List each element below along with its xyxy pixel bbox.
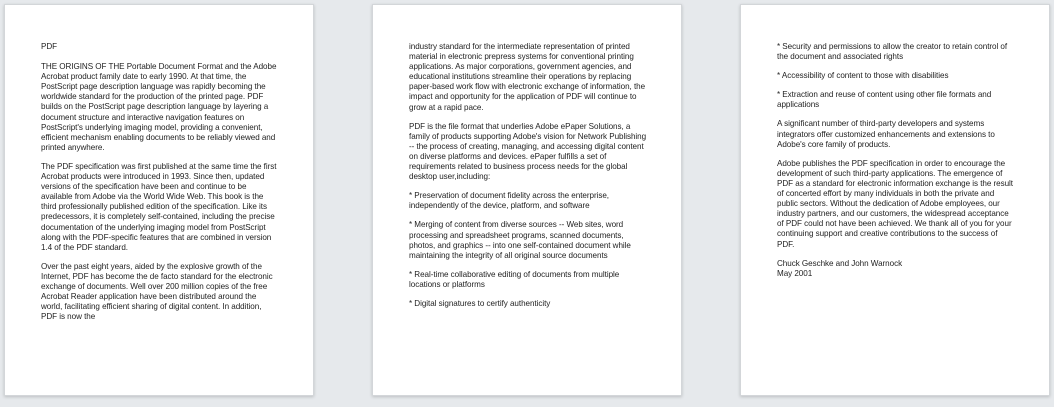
paragraph: THE ORIGINS OF THE Portable Document Format and the Adobe Acrobat product family date to early 1990. At that time, the PostScript page description language was rapidly becoming the worldwide standard for the production of the printed page. PDF builds on the PostScript page description language by layering a document structure and interactive navigation features on PostScript's underlying imaging model, providing a convenient, efficient mechanism enabling documents to be reliably viewed and printed anywhere. [41, 62, 277, 152]
page-1-text [41, 42, 279, 331]
document-page-1 [4, 4, 314, 396]
document-page-3 [740, 4, 1050, 396]
page-3-text [777, 42, 1015, 288]
document-page-2 [372, 4, 682, 396]
paragraph: industry standard for the intermediate representation of printed material in electronic prepress systems for conventional printing applications. As major corporations, government agencies, and educational institutions streamline their operations by replacing paper-based work flow with electronic exchange of information, the impact and opportunity for the application of PDF will continue to grow at a rapid pace. [409, 42, 646, 112]
bullet-item: * Security and permissions to allow the creator to retain control of the document and associated rights [777, 42, 1008, 62]
signature-authors: Chuck Geschke and John Warnock [777, 258, 903, 268]
bullet-item: * Accessibility of content to those with disabilities [777, 71, 949, 81]
paragraph: Over the past eight years, aided by the explosive growth of the Internet, PDF has become the de facto standard for the electronic exchange of documents. Well over 200 million copies of the free Acrobat Reader application have been distributed around the world, facilitating efficient sharing of digital content. In addition, PDF is now the [41, 261, 273, 322]
bullet-item: * Real-time collaborative editing of documents from multiple locations or platforms [409, 269, 620, 289]
document-title: PDF [41, 42, 58, 51]
bullet-item: * Digital signatures to certify authenticity [409, 298, 551, 308]
paragraph: PDF is the file format that underlies Adobe ePaper Solutions, a family of products supporting Adobe's vision for Network Publishing -- the process of creating, managing, and accessing digital content on diverse platforms and devices. ePaper fulfills a set of requirements related to business process needs for the global desktop user,including: [409, 121, 647, 182]
page-2-text [409, 42, 647, 318]
signature-date: May 2001 [777, 268, 813, 278]
paragraph: Adobe publishes the PDF specification in order to encourage the development of such third-party applications. The emergence of PDF as a standard for electronic information exchange is the result of concerted effort by many individuals in both the private and public sectors. Without the dedication of Adobe employees, our industry partners, and our customers, the widespread acceptance of PDF could not have been achieved. We thank all of you for your continuing support and creative contributions to the success of PDF. [777, 158, 1013, 249]
bullet-item: * Merging of content from diverse sources -- Web sites, word processing and spreadsheet programs, scanned documents, photos, and graphics -- into one self-contained document while maintaining the integrity of all original source documents [409, 220, 631, 260]
paragraph: A significant number of third-party developers and systems integrators offer customized enhancements and extensions to Adobe's core family of products. [777, 119, 995, 149]
bullet-item: * Extraction and reuse of content using other file formats and applications [777, 90, 992, 110]
paragraph: The PDF specification was first published at the same time the first Acrobat products were introduced in 1993. Since then, updated versions of the specification have been and continue to be available from Adobe via the World Wide Web. This book is the third professionally published edition of the specification. Like its predecessors, it is completely self-contained, including the precise documentation of the underlying imaging model from PostScript along with the PDF-specific features that are combined in version 1.4 of the PDF standard. [41, 161, 277, 252]
bullet-item: * Preservation of document fidelity across the enterprise, independently of the device, platform, and software [409, 191, 609, 211]
